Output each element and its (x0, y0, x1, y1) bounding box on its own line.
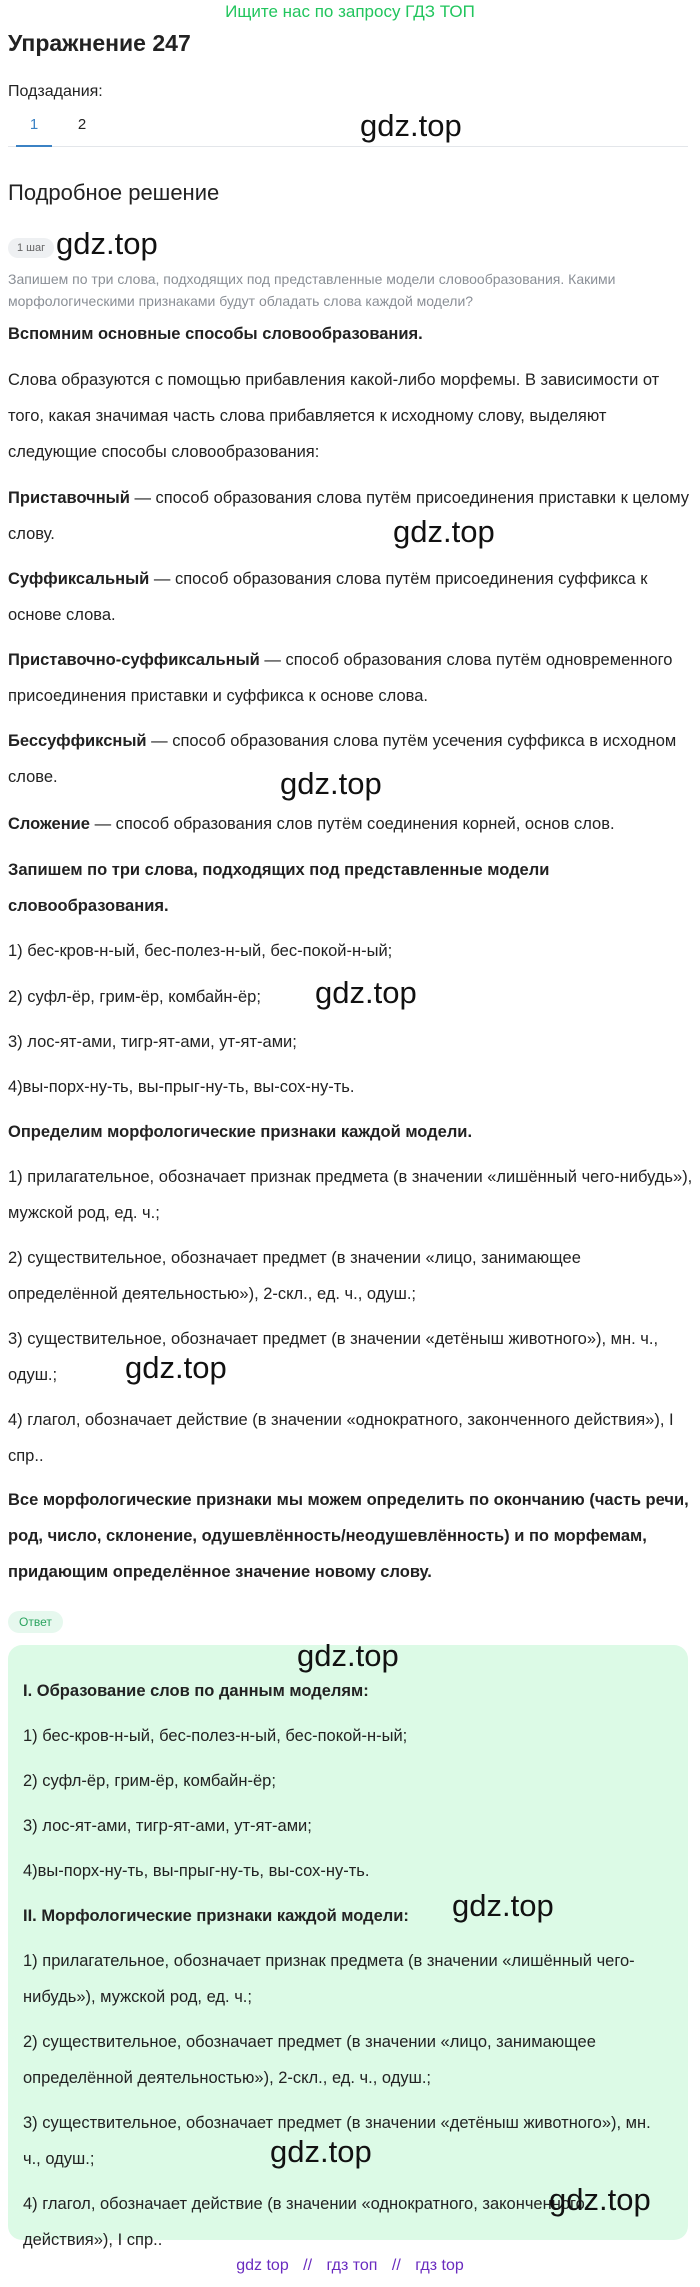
answer-heading-1: I. Образование слов по данным моделям: (23, 1682, 369, 1700)
method-term: Суффиксальный (8, 570, 150, 588)
footer-link[interactable]: гдз топ (326, 2257, 378, 2274)
morph-heading: Определим морфологические признаки каждой модели. (8, 1123, 473, 1141)
answer-morph-line: 4) глагол, обозначает действие (в значении «однократного, законченного действия»), I спр.. (23, 2195, 585, 2249)
answer-morph-line: 2) существительное, обозначает предмет (в значении «лицо, занимающее определённой деятельностью»), 2-скл., ед. ч., одуш.; (23, 2033, 596, 2087)
watermark: gdz.top (452, 1888, 554, 1923)
answer-morph-line: 1) прилагательное, обозначает признак предмета (в значении «лишённый чего-нибудь»), мужской род, ед. ч.; (23, 1952, 635, 2006)
watermark: gdz.top (125, 1350, 227, 1385)
word-line: 3) лос-ят-ами, тигр-ят-ами, ут-ят-ами; (8, 1033, 297, 1051)
method-text: — способ образования слов путём соединения корней, основ слов. (89, 815, 615, 833)
write-heading: Запишем по три слова, подходящих под представленные модели словообразования. (8, 861, 550, 915)
footer-link[interactable]: gdz top (236, 2257, 289, 2274)
footer-links (0, 2257, 700, 2275)
morph-line: 1) прилагательное, обозначает признак предмета (в значении «лишённый чего-нибудь»), мужской род, ед. ч.; (8, 1168, 693, 1222)
watermark: gdz.top (280, 766, 382, 801)
page-title: Упражнение 247 (8, 30, 191, 56)
tab-1[interactable]: 1 (29, 116, 39, 133)
answer-word-line: 3) лос-ят-ами, тигр-ят-ами, ут-ят-ами; (23, 1817, 312, 1835)
method-term: Сложение (8, 815, 90, 833)
watermark: gdz.top (270, 2134, 372, 2169)
recall-heading: Вспомним основные способы словообразования. (8, 325, 423, 343)
watermark: gdz.top (393, 514, 495, 549)
watermark: gdz.top (360, 108, 462, 143)
watermark: gdz.top (549, 2182, 651, 2217)
word-line: 4)вы-порх-ну-ть, вы-прыг-ну-ть, вы-сох-ну-ть. (8, 1078, 355, 1096)
method-text: — способ образования слова путём присоединения приставки к целому слову. (8, 489, 690, 543)
conclusion: Все морфологические признаки мы можем определить по окончанию (часть речи, род, число, склонение, одушевлённость/неодушевлённость) и по морфемам, придающим определённое значение новому слову. (8, 1491, 689, 1581)
answer-word-line: 4)вы-порх-ну-ть, вы-прыг-ну-ть, вы-сох-ну-ть. (23, 1862, 370, 1880)
active-tab-indicator (16, 145, 52, 147)
word-line: 1) бес-кров-н-ый, бес-полез-н-ый, бес-покой-н-ый; (8, 942, 393, 960)
subtask-tabs (8, 112, 688, 147)
watermark: gdz.top (297, 1638, 399, 1673)
method-prefix-suffix (8, 642, 694, 714)
answer-word-line: 1) бес-кров-н-ый, бес-полез-н-ый, бес-покой-н-ый; (23, 1727, 408, 1745)
method-suffix (8, 561, 694, 633)
method-term: Приставочно-суффиксальный (8, 651, 260, 669)
answer-badge: Ответ (8, 1611, 63, 1633)
morph-line: 2) существительное, обозначает предмет (в значении «лицо, занимающее определённой деятельностью»), 2-скл., ед. ч., одуш.; (8, 1249, 581, 1303)
step-badge: 1 шаг (8, 238, 54, 258)
task-text: Запишем по три слова, подходящих под представленные модели словообразования. Какими морфологическими признаками будут обладать слова каждой модели? (8, 271, 616, 309)
method-text: — способ образования слова путём одновременного присоединения приставки и суффикса к основе слова. (8, 651, 673, 705)
answer-heading-2: II. Морфологические признаки каждой модели: (23, 1907, 409, 1925)
watermark: gdz.top (315, 975, 417, 1010)
method-text: — способ образования слова путём усечения суффикса в исходном слове. (8, 732, 677, 786)
morph-line: 4) глагол, обозначает действие (в значении «однократного, законченного действия»), I спр.. (8, 1411, 674, 1465)
method-prefix (8, 480, 694, 552)
section-title: Подробное решение (8, 180, 220, 205)
intro-paragraph: Слова образуются с помощью прибавления какой-либо морфемы. В зависимости от того, какая значимая часть слова прибавляется к исходному слову, выделяют следующие способы словообразования: (8, 371, 660, 461)
footer-separator: // (303, 2257, 313, 2274)
word-line: 2) суфл-ёр, грим-ёр, комбайн-ёр; (8, 988, 261, 1006)
footer-link[interactable]: гдз top (415, 2257, 464, 2274)
answer-word-line: 2) суфл-ёр, грим-ёр, комбайн-ёр; (23, 1772, 276, 1790)
method-compound (8, 806, 694, 842)
watermark: gdz.top (56, 226, 158, 261)
top-banner[interactable]: Ищите нас по запросу ГДЗ ТОП (225, 2, 475, 21)
tab-2[interactable]: 2 (77, 116, 87, 133)
method-term: Бессуффиксный (8, 732, 147, 750)
morph-line: 3) существительное, обозначает предмет (в значении «детёныш животного»), мн. ч., одуш.; (8, 1330, 659, 1384)
answer-morph-line: 3) существительное, обозначает предмет (в значении «детёныш животного»), мн. ч., одуш.; (23, 2114, 651, 2168)
method-text: — способ образования слова путём присоединения суффикса к основе слова. (8, 570, 648, 624)
subtasks-label: Подзадания: (8, 83, 103, 100)
footer-separator: // (391, 2257, 401, 2274)
method-term: Приставочный (8, 489, 130, 507)
